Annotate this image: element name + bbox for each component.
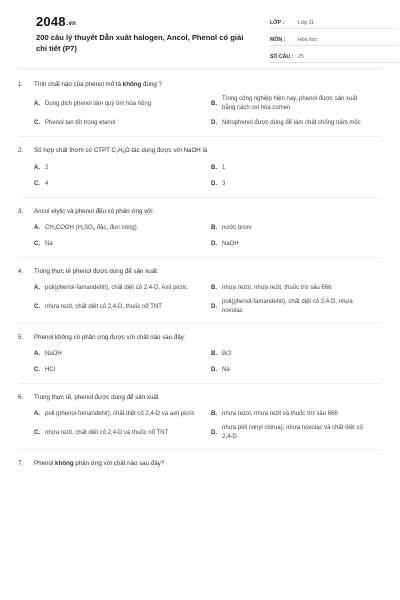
question-text: Phenol không phản ứng với chất nào sau đây? xyxy=(34,460,165,467)
question-text: Trong thực tế phenol được dùng để sản xuất: xyxy=(34,268,159,275)
option-letter: B. xyxy=(211,164,217,171)
logo-tld: .vn xyxy=(66,21,77,27)
question-text: Tính chất nào của phenol mô tả không đúng ? xyxy=(34,81,162,88)
question-number: 4. xyxy=(18,268,24,275)
option-text: Dung dịch phenol làm quỳ tím hóa hồng xyxy=(45,100,152,107)
option-b[interactable] xyxy=(211,162,382,174)
option-letter: A. xyxy=(34,224,40,231)
question-number: 1. xyxy=(18,81,24,88)
option-text: 1 xyxy=(222,164,226,171)
question-number: 7. xyxy=(18,460,24,467)
question-number: 5. xyxy=(18,334,24,341)
option-letter: B. xyxy=(211,410,217,417)
meta-row-class xyxy=(270,14,398,29)
question-7 xyxy=(18,459,382,481)
option-letter: C. xyxy=(34,429,40,436)
option-text: Br2 xyxy=(222,350,232,357)
option-text: poli(phenol-famandehit), chất diệt cỏ 2,4-D, nhựa novolac xyxy=(222,299,353,314)
option-letter: A. xyxy=(34,164,40,171)
option-a[interactable] xyxy=(34,348,205,360)
question-2 xyxy=(18,146,382,198)
question-6 xyxy=(18,393,382,450)
meta-row-subject xyxy=(270,31,398,46)
option-d[interactable] xyxy=(211,178,382,190)
option-letter: A. xyxy=(34,284,40,291)
option-letter: D. xyxy=(211,119,217,126)
option-letter: C. xyxy=(34,180,40,187)
option-d[interactable] xyxy=(211,238,382,250)
option-text: nhựa poli (vinyl clorua), nhựa novolac và chất diệt cỏ 2,4-D xyxy=(222,425,363,440)
meta-value: 25 xyxy=(298,54,304,60)
option-letter: A. xyxy=(34,410,40,417)
option-a[interactable] xyxy=(34,162,205,174)
meta-label: SỐ CÂU : xyxy=(270,54,294,60)
option-letter: B. xyxy=(211,224,217,231)
option-letter: B. xyxy=(211,350,217,357)
question-3 xyxy=(18,207,382,258)
option-c[interactable] xyxy=(34,238,205,250)
option-b[interactable] xyxy=(211,408,382,420)
option-d[interactable] xyxy=(211,117,382,129)
option-letter: D. xyxy=(211,240,217,247)
option-text: nhựa rezol, nhựa rezit, thuốc trừ sâu 666 xyxy=(222,284,332,291)
option-letter: B. xyxy=(211,100,217,107)
question-number: 2. xyxy=(18,147,24,154)
meta-label: MÔN : xyxy=(270,37,286,43)
option-text: NaOH xyxy=(45,350,62,357)
option-text: 4 xyxy=(45,180,49,187)
option-letter: D. xyxy=(211,429,217,436)
option-text: Trong công nghiệp hiện nay, phenol được sản xuất bằng cách oxi hóa cumen xyxy=(222,96,358,111)
meta-row-count xyxy=(270,48,398,63)
option-b[interactable] xyxy=(211,348,382,360)
option-text: poli (phenol-fomandehit), chất diệt cỏ 2,4-D và axit picric xyxy=(45,410,195,417)
logo-text: 2048 xyxy=(36,14,66,29)
option-letter: C. xyxy=(34,240,40,247)
option-text: NaOH xyxy=(222,240,239,247)
option-c[interactable] xyxy=(34,424,205,442)
option-letter: A. xyxy=(34,350,40,357)
option-d[interactable] xyxy=(211,424,382,442)
option-letter: D. xyxy=(211,366,217,373)
option-text: nhựa rezit, chất diệt cỏ 2,4-D, thuốc nổ TNT xyxy=(45,303,162,310)
option-c[interactable] xyxy=(34,298,205,316)
question-number: 6. xyxy=(18,394,24,401)
option-letter: C. xyxy=(34,303,40,310)
option-text: Na xyxy=(45,240,53,247)
question-text: Ancol etylic và phenol đều có phản ứng với xyxy=(34,208,153,215)
quiz-title: 200 câu lý thuyết Dẫn xuất halogen, Ancol, Phenol có giải chi tiết (P7) xyxy=(36,33,244,53)
site-logo[interactable] xyxy=(36,14,76,29)
question-1 xyxy=(18,80,382,137)
option-text: Na xyxy=(222,366,230,373)
option-text: nhựa rezol, nhựa rezit và thuốc trừ sâu 666 xyxy=(222,410,338,417)
option-c[interactable] xyxy=(34,364,205,376)
option-letter: A. xyxy=(34,100,40,107)
meta-value: Hóa học xyxy=(298,37,318,43)
option-a[interactable] xyxy=(34,408,205,420)
question-number: 3. xyxy=(18,208,24,215)
option-letter: D. xyxy=(211,303,217,310)
question-text: Trong thực tế, phenol được dùng để sản xuất xyxy=(34,394,159,401)
option-text: nhựa rezit, chất diệt cỏ 2,4-D và thuốc nổ TNT xyxy=(45,429,169,436)
header-divider xyxy=(18,68,382,69)
option-c[interactable] xyxy=(34,178,205,190)
option-b[interactable] xyxy=(211,222,382,234)
option-letter: B. xyxy=(211,284,217,291)
option-text: Nitrophenol được dùng để làm chất chống nấm mốc xyxy=(222,119,361,126)
option-text: nước brom xyxy=(222,224,252,231)
option-text: 3 xyxy=(222,180,226,187)
page-header xyxy=(18,0,382,70)
option-letter: C. xyxy=(34,119,40,126)
option-text: Phenol tan tốt trong etanol xyxy=(45,119,116,126)
option-d[interactable] xyxy=(211,364,382,376)
option-c[interactable] xyxy=(34,117,205,129)
option-letter: C. xyxy=(34,366,40,373)
question-text: Phenol không có phản ứng được với chất nào sau đây: xyxy=(34,334,186,341)
option-a[interactable] xyxy=(34,95,205,113)
option-text: HCl xyxy=(45,366,55,373)
option-letter: D. xyxy=(211,180,217,187)
option-text: poli(phenol-famandehit), chất diệt cỏ 2,4-D, Axit picric xyxy=(45,284,188,291)
option-text: $CH_3COOH$ ($H_2SO_4$ đặc, đun nóng) xyxy=(45,224,137,231)
question-4 xyxy=(18,267,382,324)
meta-value: Lớp 11 xyxy=(298,20,314,26)
quiz-meta xyxy=(270,14,398,65)
option-b[interactable] xyxy=(211,95,382,113)
question-5 xyxy=(18,333,382,384)
option-a[interactable] xyxy=(34,282,205,294)
question-text: Số hợp chất thơm có CTPT $C_7H_8O$ tác dụng được với NaOH là xyxy=(34,147,208,154)
question-list xyxy=(18,80,382,490)
meta-label: LỚP : xyxy=(270,20,285,26)
option-text: 2 xyxy=(45,164,49,171)
option-d[interactable] xyxy=(211,298,382,316)
option-a[interactable] xyxy=(34,222,205,234)
option-b[interactable] xyxy=(211,282,382,294)
